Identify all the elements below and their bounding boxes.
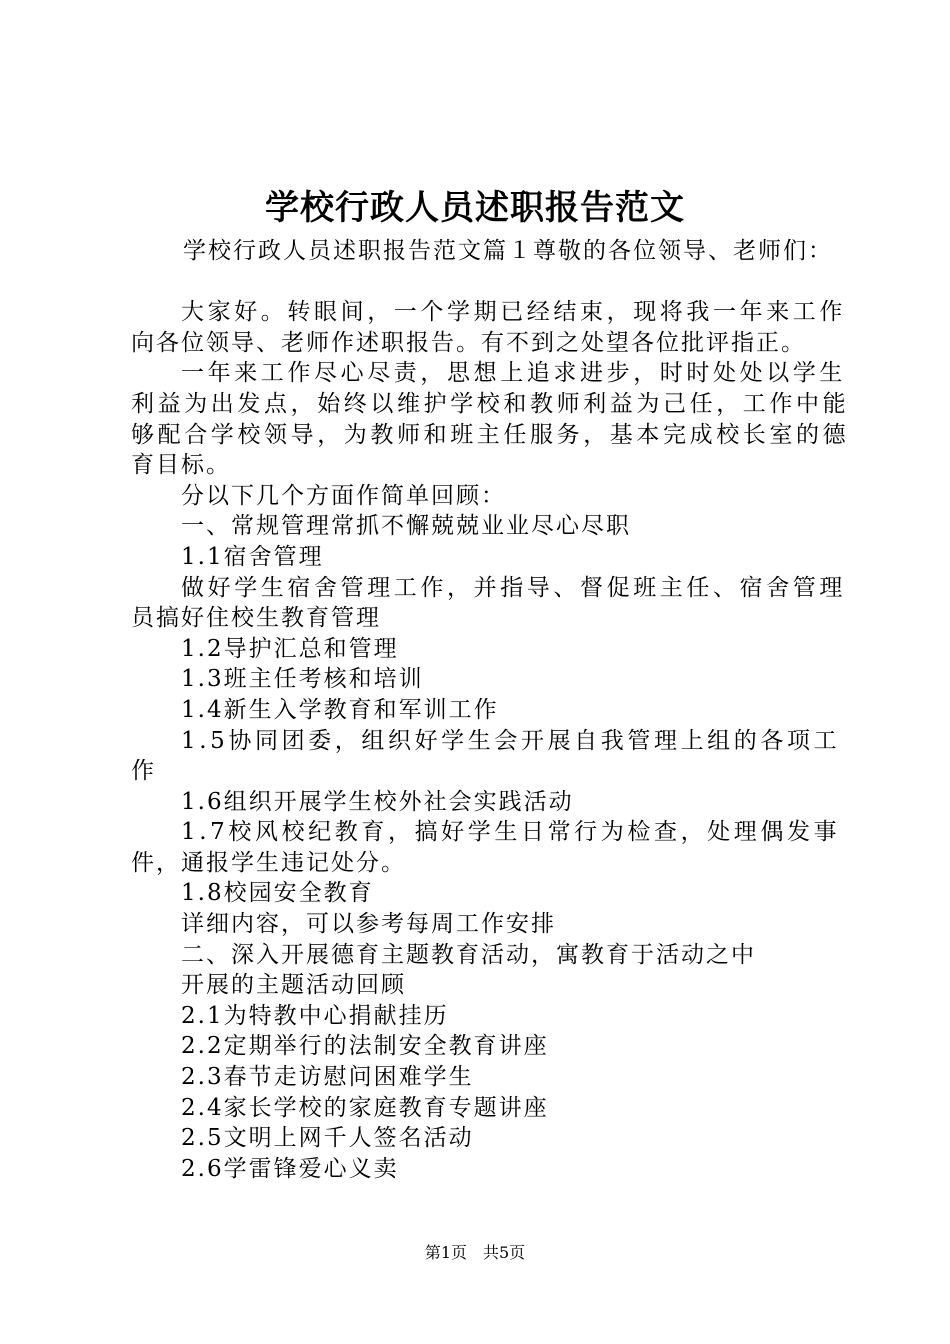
list-item: 1.6组织开展学生校外社会实践活动 — [181, 788, 574, 815]
section-heading: 一、常规管理常抓不懈兢兢业业尽心尽职 — [181, 513, 631, 540]
paragraph-line: 大家好。转眼间，一个学期已经结束，现将我一年来工作 — [181, 299, 846, 326]
page-indicator: 第1页 共5页 — [424, 1243, 526, 1262]
list-item: 2.4家长学校的家庭教育专题讲座 — [181, 1094, 549, 1121]
blank-line — [131, 267, 831, 298]
paragraph-line: 员搞好住校生教育管理 — [131, 605, 381, 632]
paragraph-line: 详细内容，可以参考每周工作安排 — [181, 911, 556, 938]
list-item: 1.8校园安全教育 — [181, 880, 374, 907]
document-title: 学校行政人员述职报告范文 — [265, 188, 685, 228]
list-item: 1.5协同团委，组织好学生会开展自我管理上组的各项工 — [181, 727, 841, 754]
section-heading: 二、深入开展德育主题教育活动，寓教育于活动之中 — [181, 941, 756, 968]
paragraph-line: 向各位领导、老师作述职报告。有不到之处望各位批评指正。 — [131, 329, 806, 356]
document-body — [131, 236, 850, 1184]
list-item: 1.4新生入学教育和军训工作 — [181, 696, 499, 723]
paragraph-line: 够配合学校领导，为教师和班主任服务，基本完成校长室的德 — [131, 421, 850, 448]
intro-line: 学校行政人员述职报告范文篇１尊敬的各位领导、老师们： — [183, 238, 833, 264]
list-item: 2.3春节走访慰问困难学生 — [181, 1064, 474, 1091]
paragraph-line: 育目标。 — [131, 452, 231, 479]
list-item: 2.6学雷锋爱心义卖 — [181, 1155, 399, 1182]
list-item: 2.1为特教中心捐献挂历 — [181, 1002, 449, 1029]
list-item: 1.2导护汇总和管理 — [181, 635, 399, 662]
list-item: 1.1宿舍管理 — [181, 543, 324, 570]
paragraph-line: 做好学生宿舍管理工作，并指导、督促班主任、宿舍管理 — [181, 574, 846, 601]
paragraph-line: 分以下几个方面作简单回顾： — [181, 482, 506, 509]
paragraph-line: 件，通报学生违记处分。 — [131, 849, 406, 876]
list-item: 1.7校风校纪教育，搞好学生日常行为检查，处理偶发事 — [181, 819, 841, 846]
paragraph-line: 利益为出发点，始终以维护学校和教师利益为己任，工作中能 — [131, 390, 850, 417]
list-item: 2.5文明上网千人签名活动 — [181, 1125, 474, 1152]
paragraph-line: 作 — [131, 758, 156, 785]
paragraph-line: 一年来工作尽心尽责，思想上追求进步，时时处处以学生 — [181, 360, 846, 387]
list-item: 2.2定期举行的法制安全教育讲座 — [181, 1033, 549, 1060]
list-item: 1.3班主任考核和培训 — [181, 666, 424, 693]
paragraph-line: 开展的主题活动回顾 — [181, 972, 406, 999]
